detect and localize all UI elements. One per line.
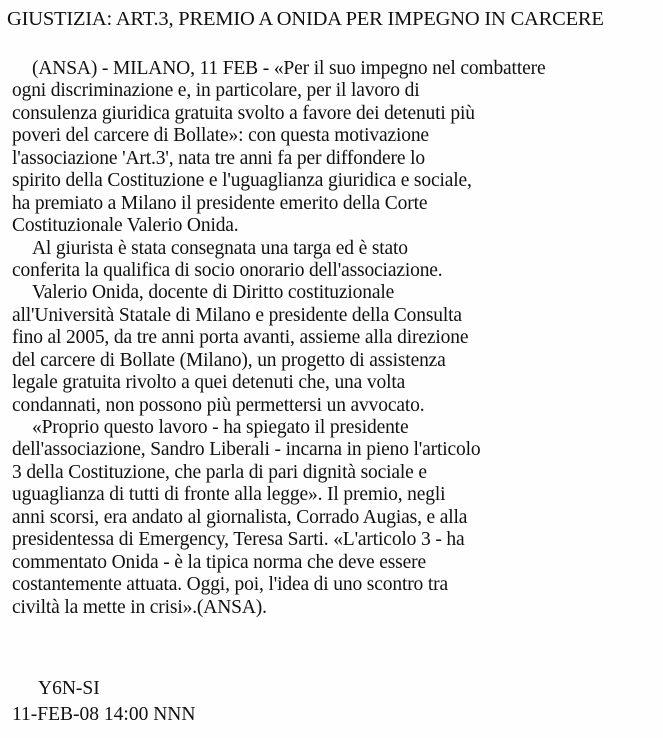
article-line: uguaglianza di tutti di fronte alla legge». Il premio, negli: [12, 484, 446, 506]
article-line: conferita la qualifica di socio onorario dell'associazione.: [12, 259, 443, 281]
article-line: spirito della Costituzione e l'uguaglianza giuridica e sociale,: [12, 170, 472, 192]
article-line: consulenza giuridica gratuita svolto a favore dei detenuti più: [12, 102, 475, 124]
article-line: Valerio Onida, docente di Diritto costituzionale: [32, 282, 395, 304]
article-line: ha premiato a Milano il presidente emerito della Corte: [12, 192, 428, 214]
article-line: ogni discriminazione e, in particolare, per il lavoro di: [12, 80, 420, 102]
article-line: fino al 2005, da tre anni porta avanti, assieme alla direzione: [12, 327, 469, 349]
article-line: poveri del carcere di Bollate»: con questa motivazione: [12, 125, 429, 147]
article-line: anni scorsi, era andato al giornalista, Corrado Augias, e alla: [12, 506, 468, 528]
article-line: Al giurista è stata consegnata una targa ed è stato: [32, 237, 408, 259]
headline: GIUSTIZIA: ART.3, PREMIO A ONIDA PER IMPEGNO IN CARCERE: [7, 8, 604, 30]
article-line: all'Università Statale di Milano e presidente della Consulta: [12, 304, 462, 326]
article-line: dell'associazione, Sandro Liberali - incarna in pieno l'articolo: [12, 439, 481, 461]
article-line: (ANSA) - MILANO, 11 FEB - «Per il suo impegno nel combattere: [32, 58, 546, 79]
article-line: l'associazione 'Art.3', nata tre anni fa per diffondere lo: [12, 147, 425, 169]
article-line: «Proprio questo lavoro - ha spiegato il presidente: [32, 417, 409, 438]
wire-timestamp: 11-FEB-08 14:00 NNN: [12, 704, 196, 725]
article-line: presidentessa di Emergency, Teresa Sarti. «L'articolo 3 - ha: [12, 529, 465, 551]
article-line: del carcere di Bollate (Milano), un progetto di assistenza: [12, 349, 446, 371]
article-line: civiltà la mette in crisi».(ANSA).: [12, 596, 267, 618]
article-line: condannati, non possono più permettersi un avvocato.: [12, 394, 425, 416]
article-line: costantemente attuata. Oggi, poi, l'idea di uno scontro tra: [12, 574, 448, 596]
article-line: legale gratuita rivolto a quei detenuti che, una volta: [12, 372, 406, 394]
article-line: 3 della Costituzione, che parla di pari dignità sociale e: [12, 461, 427, 483]
wire-code: Y6N-SI: [38, 678, 100, 699]
article-body: [12, 58, 652, 619]
article-line: Costituzionale Valerio Onida.: [12, 215, 239, 237]
footer: [12, 676, 195, 728]
article-line: commentato Onida - è la tipica norma che deve essere: [12, 551, 426, 573]
